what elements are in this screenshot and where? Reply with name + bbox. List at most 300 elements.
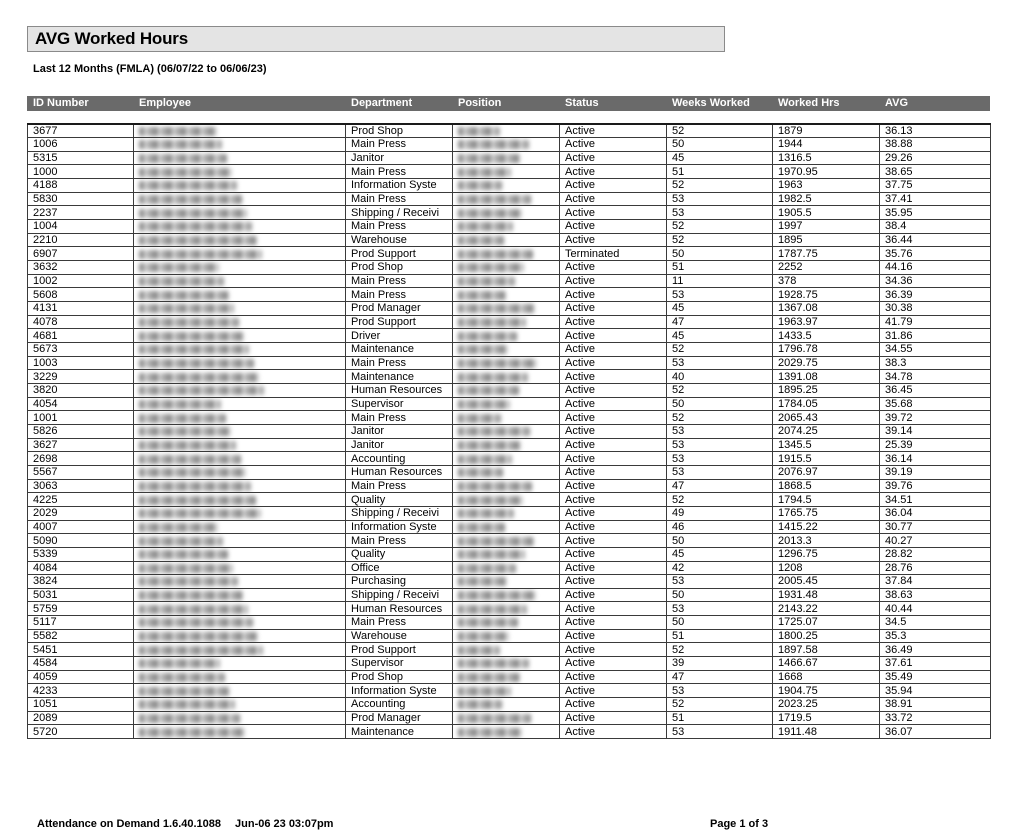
cell-avg: 34.78 <box>880 370 991 384</box>
cell-id-number: 5339 <box>28 547 134 561</box>
cell-weeks-worked: 53 <box>667 288 773 302</box>
cell-department: Information Syste <box>346 179 453 193</box>
cell-status: Active <box>560 220 667 234</box>
cell-status: Active <box>560 602 667 616</box>
cell-status: Active <box>560 479 667 493</box>
cell-employee <box>134 233 346 247</box>
cell-position <box>453 561 560 575</box>
cell-department: Shipping / Receivi <box>346 588 453 602</box>
cell-id-number: 5117 <box>28 616 134 630</box>
cell-department: Main Press <box>346 479 453 493</box>
cell-status: Active <box>560 261 667 275</box>
cell-position <box>453 138 560 152</box>
position-name-redacted <box>458 700 502 709</box>
cell-weeks-worked: 45 <box>667 151 773 165</box>
employee-name-redacted <box>139 195 242 204</box>
cell-id-number: 2210 <box>28 233 134 247</box>
table-row <box>28 643 991 657</box>
position-name-redacted <box>458 304 535 313</box>
table-row <box>28 561 991 575</box>
cell-avg: 40.27 <box>880 534 991 548</box>
cell-position <box>453 725 560 739</box>
table-row <box>28 438 991 452</box>
cell-avg: 36.49 <box>880 643 991 657</box>
cell-department: Main Press <box>346 616 453 630</box>
cell-position <box>453 397 560 411</box>
report-subtitle: Last 12 Months (FMLA) (06/07/22 to 06/06/23) <box>33 63 267 75</box>
cell-avg: 34.51 <box>880 493 991 507</box>
cell-avg: 35.94 <box>880 684 991 698</box>
position-name-redacted <box>458 414 501 423</box>
cell-employee <box>134 151 346 165</box>
cell-employee <box>134 534 346 548</box>
cell-avg: 34.55 <box>880 343 991 357</box>
cell-employee <box>134 438 346 452</box>
cell-weeks-worked: 53 <box>667 452 773 466</box>
cell-employee <box>134 506 346 520</box>
cell-status: Active <box>560 192 667 206</box>
cell-worked-hrs: 1784.05 <box>773 397 880 411</box>
cell-position <box>453 206 560 220</box>
cell-position <box>453 698 560 712</box>
employee-name-redacted <box>139 250 262 259</box>
cell-worked-hrs: 1719.5 <box>773 711 880 725</box>
position-name-redacted <box>458 468 503 477</box>
table-row <box>28 506 991 520</box>
position-name-redacted <box>458 332 517 341</box>
position-name-redacted <box>458 154 520 163</box>
cell-worked-hrs: 1963.97 <box>773 315 880 329</box>
cell-avg: 39.76 <box>880 479 991 493</box>
cell-status: Active <box>560 165 667 179</box>
cell-worked-hrs: 1915.5 <box>773 452 880 466</box>
cell-status: Active <box>560 411 667 425</box>
cell-weeks-worked: 40 <box>667 370 773 384</box>
report-title: AVG Worked Hours <box>27 26 725 52</box>
page-indicator: Page 1 of 3 <box>710 818 769 830</box>
employee-name-redacted <box>139 632 258 641</box>
cell-status: Active <box>560 370 667 384</box>
cell-avg: 38.3 <box>880 356 991 370</box>
cell-department: Supervisor <box>346 657 453 671</box>
cell-weeks-worked: 50 <box>667 616 773 630</box>
cell-worked-hrs: 2143.22 <box>773 602 880 616</box>
cell-weeks-worked: 50 <box>667 397 773 411</box>
cell-worked-hrs: 1765.75 <box>773 506 880 520</box>
cell-avg: 35.49 <box>880 670 991 684</box>
cell-weeks-worked: 46 <box>667 520 773 534</box>
table-row <box>28 465 991 479</box>
cell-status: Active <box>560 588 667 602</box>
cell-id-number: 3824 <box>28 575 134 589</box>
column-header: AVG <box>885 97 909 109</box>
position-name-redacted <box>458 482 532 491</box>
cell-position <box>453 329 560 343</box>
position-name-redacted <box>458 605 527 614</box>
cell-id-number: 4078 <box>28 315 134 329</box>
cell-department: Quality <box>346 547 453 561</box>
cell-status: Active <box>560 343 667 357</box>
cell-id-number: 5673 <box>28 343 134 357</box>
employee-name-redacted <box>139 168 232 177</box>
cell-avg: 38.65 <box>880 165 991 179</box>
cell-department: Prod Manager <box>346 711 453 725</box>
employee-name-redacted <box>139 414 226 423</box>
employee-name-redacted <box>139 550 228 559</box>
position-name-redacted <box>458 537 534 546</box>
cell-employee <box>134 479 346 493</box>
cell-avg: 36.14 <box>880 452 991 466</box>
cell-position <box>453 575 560 589</box>
cell-weeks-worked: 52 <box>667 233 773 247</box>
cell-department: Supervisor <box>346 397 453 411</box>
cell-employee <box>134 411 346 425</box>
employee-name-redacted <box>139 154 227 163</box>
cell-worked-hrs: 1316.5 <box>773 151 880 165</box>
cell-employee <box>134 616 346 630</box>
cell-weeks-worked: 11 <box>667 274 773 288</box>
employee-name-redacted <box>139 291 229 300</box>
cell-id-number: 1006 <box>28 138 134 152</box>
cell-position <box>453 493 560 507</box>
cell-employee <box>134 452 346 466</box>
position-name-redacted <box>458 591 536 600</box>
cell-weeks-worked: 53 <box>667 465 773 479</box>
position-name-redacted <box>458 728 522 737</box>
employee-name-redacted <box>139 455 241 464</box>
cell-status: Active <box>560 302 667 316</box>
table-row <box>28 329 991 343</box>
cell-worked-hrs: 1868.5 <box>773 479 880 493</box>
employee-name-redacted <box>139 304 234 313</box>
cell-department: Human Resources <box>346 383 453 397</box>
cell-status: Terminated <box>560 247 667 261</box>
app-version: Attendance on Demand 1.6.40.1088 <box>37 818 222 830</box>
cell-department: Warehouse <box>346 629 453 643</box>
position-name-redacted <box>458 359 537 368</box>
cell-department: Maintenance <box>346 370 453 384</box>
cell-worked-hrs: 1800.25 <box>773 629 880 643</box>
cell-department: Shipping / Receivi <box>346 206 453 220</box>
cell-employee <box>134 329 346 343</box>
cell-id-number: 5608 <box>28 288 134 302</box>
cell-worked-hrs: 2076.97 <box>773 465 880 479</box>
cell-department: Prod Shop <box>346 670 453 684</box>
report-footer <box>0 818 1022 834</box>
cell-weeks-worked: 42 <box>667 561 773 575</box>
cell-employee <box>134 547 346 561</box>
cell-employee <box>134 493 346 507</box>
cell-department: Prod Support <box>346 315 453 329</box>
cell-weeks-worked: 50 <box>667 138 773 152</box>
position-name-redacted <box>458 618 518 627</box>
cell-id-number: 2029 <box>28 506 134 520</box>
cell-department: Maintenance <box>346 725 453 739</box>
cell-avg: 36.45 <box>880 383 991 397</box>
cell-weeks-worked: 50 <box>667 588 773 602</box>
cell-id-number: 1001 <box>28 411 134 425</box>
cell-department: Prod Manager <box>346 302 453 316</box>
cell-employee <box>134 561 346 575</box>
cell-position <box>453 602 560 616</box>
cell-employee <box>134 302 346 316</box>
table-row <box>28 124 991 138</box>
table-row <box>28 588 991 602</box>
cell-department: Janitor <box>346 151 453 165</box>
cell-employee <box>134 465 346 479</box>
cell-id-number: 5720 <box>28 725 134 739</box>
cell-worked-hrs: 1433.5 <box>773 329 880 343</box>
cell-worked-hrs: 1970.95 <box>773 165 880 179</box>
cell-employee <box>134 725 346 739</box>
cell-id-number: 4131 <box>28 302 134 316</box>
cell-weeks-worked: 51 <box>667 629 773 643</box>
cell-position <box>453 411 560 425</box>
cell-employee <box>134 124 346 138</box>
cell-worked-hrs: 1963 <box>773 179 880 193</box>
employee-name-redacted <box>139 127 217 136</box>
cell-avg: 38.91 <box>880 698 991 712</box>
table-row <box>28 575 991 589</box>
cell-weeks-worked: 52 <box>667 383 773 397</box>
employee-name-redacted <box>139 236 257 245</box>
position-name-redacted <box>458 195 531 204</box>
cell-status: Active <box>560 206 667 220</box>
cell-position <box>453 383 560 397</box>
cell-status: Active <box>560 629 667 643</box>
cell-avg: 41.79 <box>880 315 991 329</box>
cell-weeks-worked: 39 <box>667 657 773 671</box>
employee-name-redacted <box>139 482 251 491</box>
cell-avg: 37.41 <box>880 192 991 206</box>
report-table <box>27 123 991 739</box>
cell-status: Active <box>560 424 667 438</box>
cell-status: Active <box>560 151 667 165</box>
cell-avg: 36.07 <box>880 725 991 739</box>
position-name-redacted <box>458 496 523 505</box>
cell-avg: 35.76 <box>880 247 991 261</box>
cell-employee <box>134 138 346 152</box>
cell-status: Active <box>560 356 667 370</box>
cell-status: Active <box>560 520 667 534</box>
cell-department: Janitor <box>346 438 453 452</box>
cell-weeks-worked: 52 <box>667 411 773 425</box>
cell-status: Active <box>560 575 667 589</box>
column-header: Department <box>351 97 413 109</box>
employee-name-redacted <box>139 714 240 723</box>
cell-worked-hrs: 1931.48 <box>773 588 880 602</box>
cell-id-number: 4681 <box>28 329 134 343</box>
cell-employee <box>134 657 346 671</box>
cell-id-number: 2089 <box>28 711 134 725</box>
cell-avg: 39.19 <box>880 465 991 479</box>
employee-name-redacted <box>139 441 236 450</box>
employee-name-redacted <box>139 332 244 341</box>
table-row <box>28 206 991 220</box>
cell-weeks-worked: 50 <box>667 247 773 261</box>
employee-name-redacted <box>139 386 264 395</box>
cell-avg: 39.72 <box>880 411 991 425</box>
cell-position <box>453 302 560 316</box>
cell-worked-hrs: 1208 <box>773 561 880 575</box>
table-row <box>28 343 991 357</box>
cell-weeks-worked: 45 <box>667 302 773 316</box>
employee-name-redacted <box>139 373 259 382</box>
cell-position <box>453 643 560 657</box>
table-row <box>28 302 991 316</box>
cell-department: Information Syste <box>346 684 453 698</box>
cell-id-number: 1003 <box>28 356 134 370</box>
cell-id-number: 5582 <box>28 629 134 643</box>
position-name-redacted <box>458 277 515 286</box>
cell-id-number: 5451 <box>28 643 134 657</box>
cell-department: Purchasing <box>346 575 453 589</box>
cell-weeks-worked: 47 <box>667 670 773 684</box>
cell-employee <box>134 684 346 698</box>
employee-name-redacted <box>139 209 247 218</box>
cell-worked-hrs: 1796.78 <box>773 343 880 357</box>
cell-status: Active <box>560 288 667 302</box>
cell-worked-hrs: 378 <box>773 274 880 288</box>
table-row <box>28 165 991 179</box>
cell-employee <box>134 629 346 643</box>
cell-weeks-worked: 51 <box>667 261 773 275</box>
cell-employee <box>134 575 346 589</box>
cell-id-number: 1002 <box>28 274 134 288</box>
table-row <box>28 315 991 329</box>
cell-status: Active <box>560 274 667 288</box>
cell-status: Active <box>560 315 667 329</box>
table-row <box>28 424 991 438</box>
cell-avg: 25.39 <box>880 438 991 452</box>
position-name-redacted <box>458 632 509 641</box>
cell-worked-hrs: 2065.43 <box>773 411 880 425</box>
table-row <box>28 602 991 616</box>
position-name-redacted <box>458 577 507 586</box>
employee-name-redacted <box>139 222 252 231</box>
position-name-redacted <box>458 659 529 668</box>
cell-department: Accounting <box>346 452 453 466</box>
cell-status: Active <box>560 670 667 684</box>
cell-employee <box>134 520 346 534</box>
table-row <box>28 534 991 548</box>
column-header: Weeks Worked <box>672 97 750 109</box>
column-header: Employee <box>139 97 191 109</box>
position-name-redacted <box>458 386 519 395</box>
position-name-redacted <box>458 427 530 436</box>
cell-position <box>453 165 560 179</box>
cell-avg: 35.95 <box>880 206 991 220</box>
cell-status: Active <box>560 711 667 725</box>
employee-name-redacted <box>139 605 248 614</box>
cell-employee <box>134 261 346 275</box>
cell-position <box>453 479 560 493</box>
cell-position <box>453 684 560 698</box>
cell-employee <box>134 179 346 193</box>
cell-position <box>453 274 560 288</box>
cell-id-number: 5826 <box>28 424 134 438</box>
cell-avg: 37.84 <box>880 575 991 589</box>
cell-status: Active <box>560 684 667 698</box>
position-name-redacted <box>458 564 516 573</box>
cell-department: Main Press <box>346 534 453 548</box>
cell-employee <box>134 274 346 288</box>
position-name-redacted <box>458 236 504 245</box>
cell-status: Active <box>560 657 667 671</box>
employee-name-redacted <box>139 577 238 586</box>
cell-department: Main Press <box>346 411 453 425</box>
cell-position <box>453 233 560 247</box>
employee-name-redacted <box>139 345 249 354</box>
cell-employee <box>134 643 346 657</box>
cell-avg: 38.88 <box>880 138 991 152</box>
cell-id-number: 5315 <box>28 151 134 165</box>
cell-worked-hrs: 1895.25 <box>773 383 880 397</box>
column-header: Worked Hrs <box>778 97 840 109</box>
cell-avg: 30.77 <box>880 520 991 534</box>
position-name-redacted <box>458 127 500 136</box>
position-name-redacted <box>458 509 514 518</box>
employee-name-redacted <box>139 359 254 368</box>
table-row <box>28 151 991 165</box>
cell-department: Accounting <box>346 698 453 712</box>
cell-employee <box>134 698 346 712</box>
cell-employee <box>134 602 346 616</box>
column-header: Position <box>458 97 502 109</box>
cell-id-number: 3820 <box>28 383 134 397</box>
cell-id-number: 4225 <box>28 493 134 507</box>
cell-id-number: 4007 <box>28 520 134 534</box>
table-row <box>28 411 991 425</box>
employee-name-redacted <box>139 659 220 668</box>
cell-id-number: 3063 <box>28 479 134 493</box>
cell-department: Warehouse <box>346 233 453 247</box>
table-row <box>28 247 991 261</box>
cell-avg: 39.14 <box>880 424 991 438</box>
cell-department: Main Press <box>346 274 453 288</box>
cell-employee <box>134 588 346 602</box>
cell-employee <box>134 383 346 397</box>
cell-position <box>453 670 560 684</box>
cell-status: Active <box>560 643 667 657</box>
cell-department: Quality <box>346 493 453 507</box>
table-row <box>28 452 991 466</box>
table-row <box>28 547 991 561</box>
cell-avg: 36.44 <box>880 233 991 247</box>
cell-department: Human Resources <box>346 602 453 616</box>
cell-id-number: 3627 <box>28 438 134 452</box>
cell-weeks-worked: 49 <box>667 506 773 520</box>
cell-avg: 34.5 <box>880 616 991 630</box>
cell-weeks-worked: 52 <box>667 493 773 507</box>
cell-avg: 30.38 <box>880 302 991 316</box>
cell-department: Main Press <box>346 356 453 370</box>
cell-id-number: 4084 <box>28 561 134 575</box>
cell-department: Main Press <box>346 192 453 206</box>
cell-status: Active <box>560 124 667 138</box>
cell-department: Driver <box>346 329 453 343</box>
table-row <box>28 629 991 643</box>
cell-id-number: 1004 <box>28 220 134 234</box>
cell-avg: 29.26 <box>880 151 991 165</box>
cell-avg: 36.13 <box>880 124 991 138</box>
cell-weeks-worked: 52 <box>667 643 773 657</box>
employee-name-redacted <box>139 646 263 655</box>
table-row <box>28 220 991 234</box>
cell-avg: 28.76 <box>880 561 991 575</box>
cell-status: Active <box>560 534 667 548</box>
cell-worked-hrs: 1415.22 <box>773 520 880 534</box>
